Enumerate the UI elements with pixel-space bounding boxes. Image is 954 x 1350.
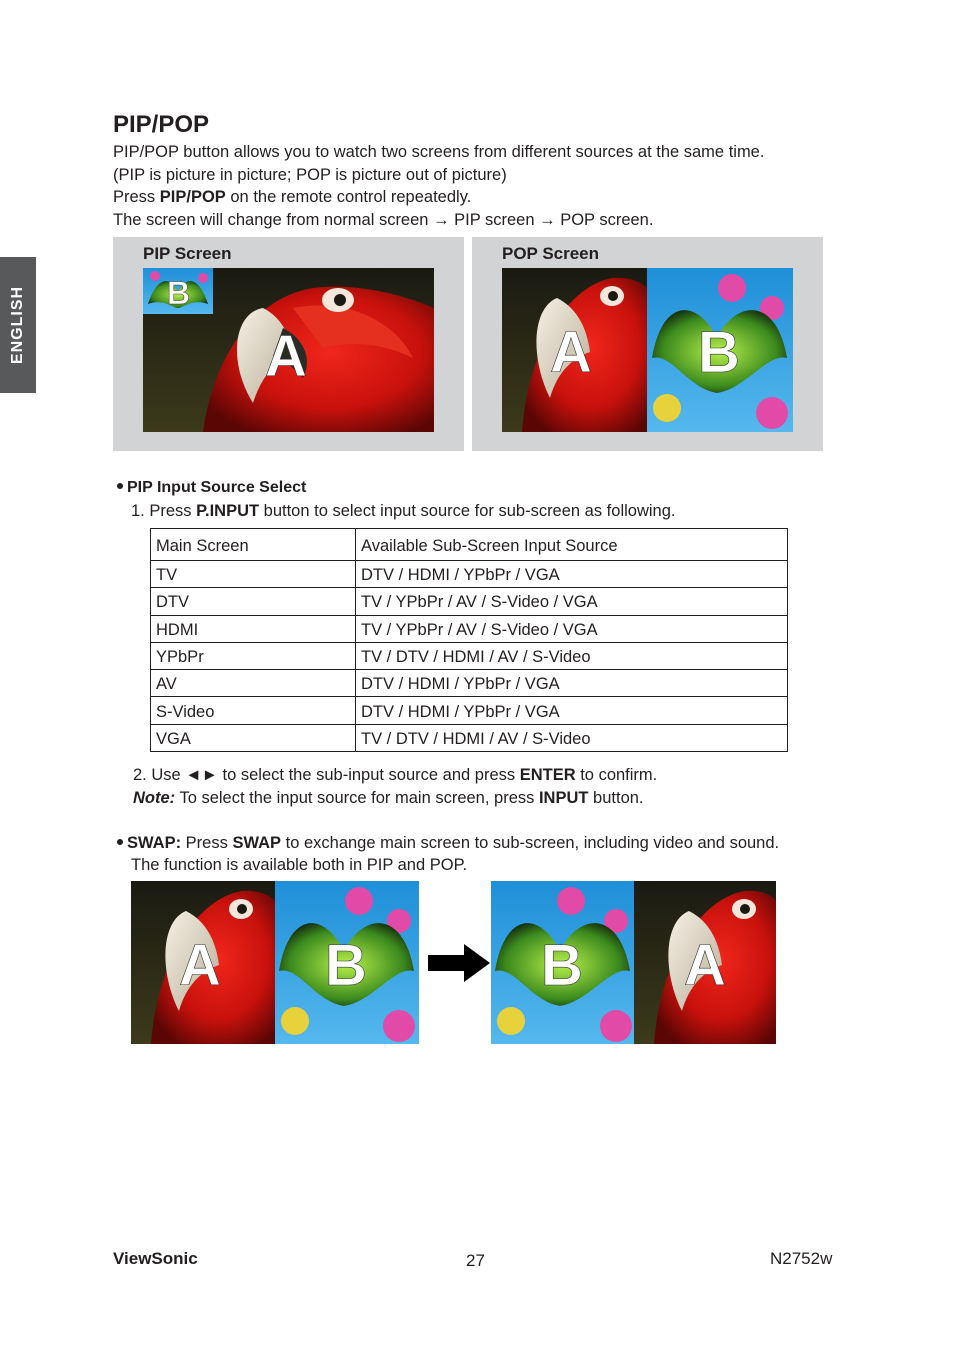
note-label: Note: xyxy=(133,789,176,807)
intro-paragraph xyxy=(113,141,764,231)
pip-sub-letter-b: B xyxy=(167,275,191,311)
pip-main-letter-a: A xyxy=(265,324,307,389)
p-input-button-name: P.INPUT xyxy=(196,502,260,520)
swap-before-image xyxy=(131,881,419,1044)
pop-panel-label: POP Screen xyxy=(502,244,600,263)
table-header-sub: Available Sub-Screen Input Source xyxy=(356,529,788,561)
footer-model: N2752w xyxy=(770,1249,833,1268)
table-cell-sub: DTV / HDMI / YPbPr / VGA xyxy=(356,561,788,588)
swap-line-1: SWAP: Press SWAP to exchange main screen to sub-screen, including video and sound. xyxy=(117,833,779,855)
table-header-row xyxy=(151,529,788,561)
enter-button-name: ENTER xyxy=(519,766,576,784)
table-cell-sub: TV / DTV / HDMI / AV / S-Video xyxy=(356,642,788,669)
intro-line-3: Press PIP/POP on the remote control repeatedly. xyxy=(113,188,472,206)
swap-button-name: SWAP xyxy=(232,834,282,852)
swap-paragraph xyxy=(117,833,779,876)
table-row xyxy=(151,670,788,697)
table-cell-main: DTV xyxy=(151,588,356,615)
pip-input-step-1: 1. Press P.INPUT button to select input source for sub-screen as following. xyxy=(131,502,676,520)
pop-letter-a: A xyxy=(550,320,592,385)
table-cell-sub: TV / YPbPr / AV / S-Video / VGA xyxy=(356,615,788,642)
swap-after-image xyxy=(491,881,776,1044)
pip-pop-button-name: PIP/POP xyxy=(159,188,226,206)
language-tab-label: ENGLISH xyxy=(9,285,26,365)
table-cell-main: YPbPr xyxy=(151,642,356,669)
table-row xyxy=(151,615,788,642)
step-2-line: 2. Use ◄► to select the sub-input source and press ENTER to confirm. xyxy=(133,766,658,784)
table-row xyxy=(151,724,788,751)
pip-input-step-2 xyxy=(133,764,657,810)
table-row xyxy=(151,642,788,669)
table-row xyxy=(151,697,788,724)
footer-brand: ViewSonic xyxy=(113,1249,198,1268)
swap-before-letter-b: B xyxy=(325,933,367,998)
intro-line-2: (PIP is picture in picture; POP is picture out of picture) xyxy=(113,165,507,184)
table-row xyxy=(151,561,788,588)
table-cell-sub: DTV / HDMI / YPbPr / VGA xyxy=(356,697,788,724)
intro-line-1: PIP/POP button allows you to watch two screens from different sources at the same time. xyxy=(113,143,765,161)
note-line: Note: To select the input source for main screen, press INPUT button. xyxy=(133,789,644,807)
table-cell-main: TV xyxy=(151,561,356,588)
table-cell-main: HDMI xyxy=(151,615,356,642)
table-cell-sub: TV / DTV / HDMI / AV / S-Video xyxy=(356,724,788,751)
intro-line-4: The screen will change from normal screen → PIP screen → POP screen. xyxy=(113,210,654,229)
table-cell-main: AV xyxy=(151,670,356,697)
table-cell-sub: TV / YPbPr / AV / S-Video / VGA xyxy=(356,588,788,615)
pip-input-heading: PIP Input Source Select xyxy=(117,479,306,497)
table-cell-main: VGA xyxy=(151,724,356,751)
swap-line-2: The function is available both in PIP and POP. xyxy=(131,855,468,874)
swap-after-letter-b: B xyxy=(541,933,583,998)
pip-panel-label: PIP Screen xyxy=(143,244,232,263)
bullet-dot xyxy=(117,839,123,845)
swap-label: SWAP: xyxy=(127,834,182,852)
pop-screen-image xyxy=(502,268,793,432)
bullet-dot xyxy=(117,483,123,489)
swap-before-letter-a: A xyxy=(179,933,221,998)
page-number: 27 xyxy=(466,1251,485,1270)
input-button-name: INPUT xyxy=(538,789,589,807)
input-source-table xyxy=(150,528,788,752)
table-row xyxy=(151,588,788,615)
pip-screen-image xyxy=(143,268,434,432)
left-right-arrows-icon: ◄► xyxy=(185,766,218,784)
language-tab xyxy=(0,257,36,393)
right-arrow-icon xyxy=(428,944,490,982)
table-header-main: Main Screen xyxy=(151,529,356,561)
table-cell-main: S-Video xyxy=(151,697,356,724)
swap-after-letter-a: A xyxy=(684,933,726,998)
table-cell-sub: DTV / HDMI / YPbPr / VGA xyxy=(356,670,788,697)
pop-letter-b: B xyxy=(698,320,740,385)
page-title: PIP/POP xyxy=(113,111,210,138)
